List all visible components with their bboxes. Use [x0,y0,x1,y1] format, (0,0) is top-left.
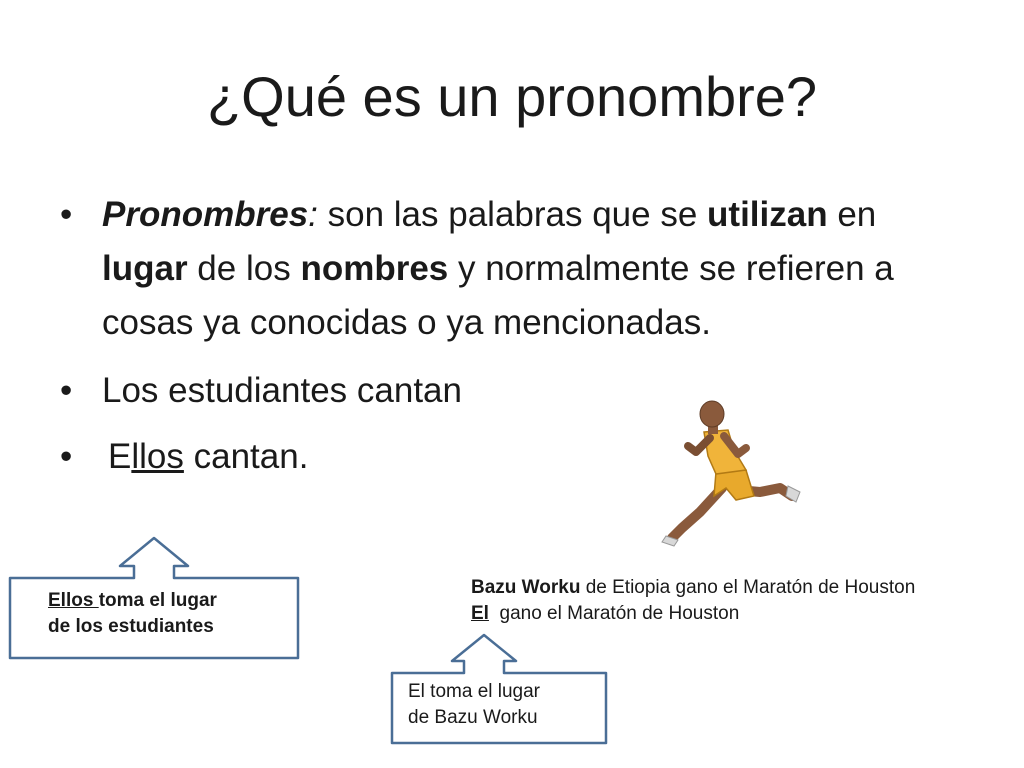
bullet-example-2: • Ellos cantan. [60,430,950,484]
keyword-utilizan: utilizan [707,195,828,234]
pronoun-ellos: llos [131,437,184,476]
bullet-dot: • [60,195,73,234]
callout-el [390,633,608,745]
bullet-dot: • [60,371,73,410]
bullet-dot: • [60,437,73,476]
example-sentence-1: Los estudiantes cantan [102,371,462,410]
term-pronombres: Pronombres [102,195,309,234]
callout-ellos-text: Ellos toma el lugar de los estudiantes [48,590,217,637]
bazu-example: Bazu Worku de Etiopia gano el Maratón de Houston El gano el Maratón de Houston [471,577,916,624]
running-athlete-illustration [660,400,810,555]
pronoun-el: El [471,603,489,624]
keyword-lugar: lugar [102,249,188,288]
callout-el-text: El toma el lugar de Bazu Worku [408,681,541,728]
slide-title: ¿Qué es un pronombre? [206,65,818,128]
bullet-definition: • Pronombres: son las palabras que se utilizan en lugar de los nombres y normalmente se refieren a cosas ya conocidas o ya mencionadas. [60,188,950,350]
bullet-example-1 [60,364,950,418]
callout-ellos [8,536,300,660]
bullet-list [60,188,950,484]
keyword-nombres: nombres [300,249,449,288]
